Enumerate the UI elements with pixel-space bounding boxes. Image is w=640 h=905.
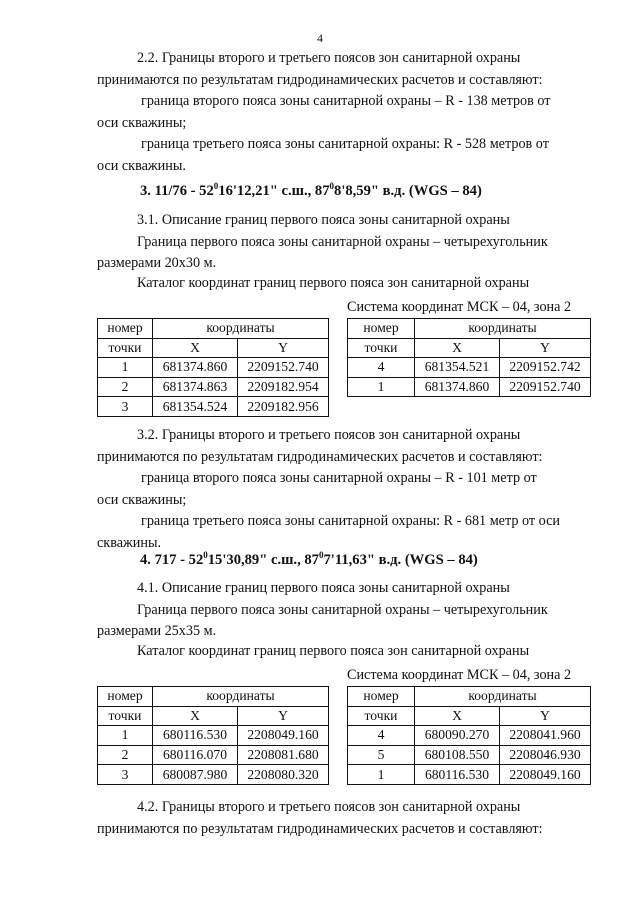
section-2-2 xyxy=(97,48,589,177)
paragraph-line: оси скважины; xyxy=(97,491,187,508)
cell-y: 2209182.954 xyxy=(238,377,329,397)
cell-point: 3 xyxy=(98,765,153,785)
paragraph-line: принимаются по результатам гидродинамических расчетов и составляют: xyxy=(97,820,543,837)
degree-sup: 0 xyxy=(213,181,219,191)
section-heading-3 xyxy=(140,181,482,200)
cell-x: 681374.863 xyxy=(153,377,238,397)
col-header-number: номер xyxy=(98,319,153,339)
paragraph-line: 3.2. Границы второго и третьего поясов зон санитарной охраны xyxy=(137,427,521,443)
cell-y: 2209182.956 xyxy=(238,397,329,417)
degree-sup: 0 xyxy=(203,550,208,560)
heading-text: 3. 11/76 - 52 xyxy=(140,182,214,199)
col-header-coords: координаты xyxy=(415,319,591,339)
col-header-x: X xyxy=(153,338,238,358)
paragraph-line: граница третьего пояса зоны санитарной охраны: R - 528 метров от xyxy=(141,136,549,152)
col-header-x: X xyxy=(415,338,500,358)
cell-y: 2208046.930 xyxy=(500,745,591,765)
coordinate-system-3: Система координат МСК – 04, зона 2 xyxy=(347,299,572,315)
cell-point: 4 xyxy=(348,358,415,378)
col-header-coords: координаты xyxy=(415,687,591,707)
col-header-coords: координаты xyxy=(153,319,329,339)
cell-y: 2208049.160 xyxy=(500,765,591,785)
heading-text: 7'11,63" в.д. (WGS – 84) xyxy=(323,551,478,568)
heading-text: 4. 717 - 52 xyxy=(140,551,204,568)
paragraph-line: 4.1. Описание границ первого пояса зоны санитарной охраны xyxy=(137,580,510,596)
degree-sup: 0 xyxy=(318,550,324,560)
cell-y: 2208041.960 xyxy=(500,726,591,746)
paragraph-line: принимаются по результатам гидродинамических расчетов и составляют: xyxy=(97,448,543,465)
table-row xyxy=(348,358,591,378)
paragraph-line: 4.2. Границы второго и третьего поясов зон санитарной охраны xyxy=(137,799,521,815)
cell-x: 681354.521 xyxy=(415,358,500,378)
paragraph-line: граница второго пояса зоны санитарной охраны – R - 101 метр от xyxy=(141,470,537,486)
table-row xyxy=(98,377,329,397)
table-row xyxy=(348,745,591,765)
cell-point: 1 xyxy=(98,358,153,378)
paragraph-line: принимаются по результатам гидродинамических расчетов и составляют: xyxy=(97,71,543,88)
catalog-caption-4: Каталог координат границ первого пояса зон санитарной охраны xyxy=(137,643,530,659)
cell-point: 1 xyxy=(348,377,415,397)
section-4-1 xyxy=(97,578,589,643)
cell-x: 680090.270 xyxy=(415,726,500,746)
paragraph-line: Граница первого пояса зоны санитарной охраны – четырехугольник xyxy=(137,601,548,618)
cell-x: 680116.530 xyxy=(153,726,238,746)
table-row xyxy=(98,726,329,746)
section-4-2 xyxy=(97,797,589,840)
col-header-y: Y xyxy=(238,706,329,726)
catalog-caption-3: Каталог координат границ первого пояса зон санитарной охраны xyxy=(137,275,530,291)
cell-y: 2209152.740 xyxy=(500,377,591,397)
col-header-point: точки xyxy=(348,338,415,358)
coords-table-4-left xyxy=(97,686,329,785)
table-row xyxy=(98,765,329,785)
table-row xyxy=(348,377,591,397)
cell-y: 2209152.742 xyxy=(500,358,591,378)
paragraph-line: скважины. xyxy=(97,534,162,551)
cell-y: 2209152.740 xyxy=(238,358,329,378)
col-header-number: номер xyxy=(98,687,153,707)
cell-x: 680087.980 xyxy=(153,765,238,785)
cell-point: 1 xyxy=(348,765,415,785)
paragraph-line: оси скважины; xyxy=(97,114,187,131)
cell-point: 4 xyxy=(348,726,415,746)
table-row xyxy=(348,726,591,746)
coords-table-3-right xyxy=(347,318,591,397)
section-heading-4 xyxy=(140,550,478,569)
cell-point: 2 xyxy=(98,745,153,765)
col-header-coords: координаты xyxy=(153,687,329,707)
paragraph-line: размерами 25x35 м. xyxy=(97,623,217,639)
cell-y: 2208049.160 xyxy=(238,726,329,746)
paragraph-line: 2.2. Границы второго и третьего поясов зон санитарной охраны xyxy=(137,50,521,66)
cell-x: 681374.860 xyxy=(415,377,500,397)
page-number: 4 xyxy=(317,31,323,45)
degree-sup: 0 xyxy=(329,181,335,191)
col-header-number: номер xyxy=(348,319,415,339)
section-3-2 xyxy=(97,425,589,554)
cell-x: 680116.070 xyxy=(153,745,238,765)
cell-y: 2208081.680 xyxy=(238,745,329,765)
heading-text: 8'8,59" в.д. (WGS – 84) xyxy=(334,182,482,199)
paragraph-line: 3.1. Описание границ первого пояса зоны санитарной охраны xyxy=(137,212,510,228)
cell-x: 680108.550 xyxy=(415,745,500,765)
cell-y: 2208080.320 xyxy=(238,765,329,785)
paragraph-line: оси скважины. xyxy=(97,157,186,174)
col-header-y: Y xyxy=(500,338,591,358)
col-header-point: точки xyxy=(98,706,153,726)
col-header-y: Y xyxy=(238,338,329,358)
col-header-number: номер xyxy=(348,687,415,707)
col-header-y: Y xyxy=(500,706,591,726)
heading-text: 16'12,21" с.ш., 87 xyxy=(218,182,330,199)
cell-point: 2 xyxy=(98,377,153,397)
cell-x: 681374.860 xyxy=(153,358,238,378)
col-header-point: точки xyxy=(98,338,153,358)
cell-point: 3 xyxy=(98,397,153,417)
col-header-x: X xyxy=(415,706,500,726)
paragraph-line: граница второго пояса зоны санитарной охраны – R - 138 метров от xyxy=(141,93,551,109)
table-row xyxy=(98,358,329,378)
table-row xyxy=(348,765,591,785)
coordinate-system-4: Система координат МСК – 04, зона 2 xyxy=(347,667,572,683)
paragraph-line: размерами 20x30 м. xyxy=(97,255,217,271)
cell-point: 1 xyxy=(98,726,153,746)
heading-text: 15'30,89" с.ш., 87 xyxy=(207,551,319,568)
paragraph-line: граница третьего пояса зоны санитарной охраны: R - 681 метр от оси xyxy=(141,513,560,529)
paragraph-line: Граница первого пояса зоны санитарной охраны – четырехугольник xyxy=(137,233,548,250)
coords-table-3-left xyxy=(97,318,329,417)
cell-point: 5 xyxy=(348,745,415,765)
cell-x: 681354.524 xyxy=(153,397,238,417)
col-header-point: точки xyxy=(348,706,415,726)
table-row xyxy=(98,397,329,417)
col-header-x: X xyxy=(153,706,238,726)
section-3-1 xyxy=(97,210,589,275)
coords-table-4-right xyxy=(347,686,591,785)
cell-x: 680116.530 xyxy=(415,765,500,785)
table-row xyxy=(98,745,329,765)
